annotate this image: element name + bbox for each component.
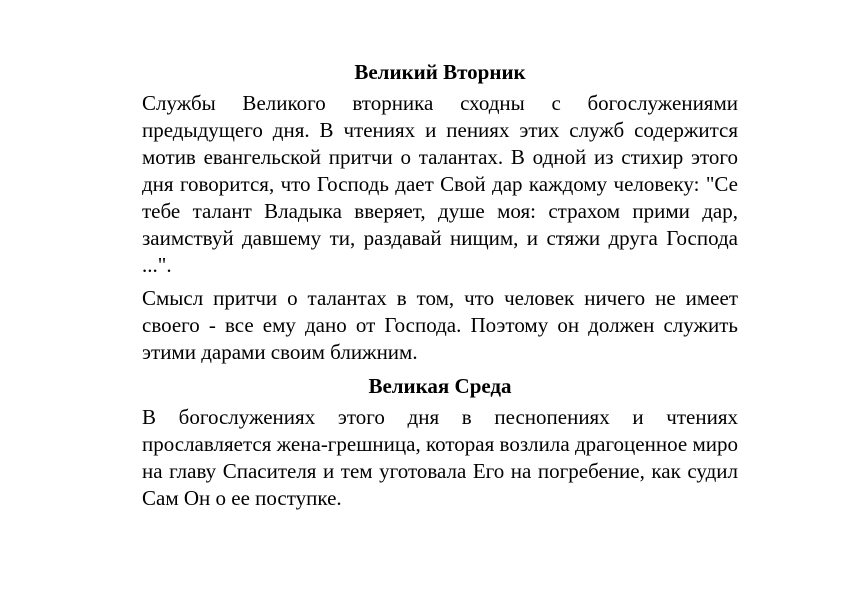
paragraph-great-tuesday-2: Смысл притчи о талантах в том, что человек ничего не имеет своего - все ему дано от Господа. Поэтому он должен служить этими дарами своим ближним. <box>142 286 738 364</box>
paragraph-great-wednesday-1: В богослужениях этого дня в песнопениях и чтениях прославляется жена-грешница, которая возлила драгоценное миро на главу Спасителя и тем уготовала Его на погребение, как судил Сам Он о ее поступке. <box>142 405 738 510</box>
paragraph-great-tuesday-1: Службы Великого вторника сходны с богослужениями предыдущего дня. В чтениях и пениях этих служб содержится мотив евангельской притчи о талантах. В одной из стихир этого дня говорится, что Господь дает Свой дар каждому человеку: "Се тебе талант Владыка вверяет, душе моя: страхом прими дар, заимствуй давшему ти, раздавай нищим, и стяжи друга Господа ...". <box>142 91 738 277</box>
section-heading-great-wednesday: Великая Среда <box>368 374 512 398</box>
section-heading-great-tuesday: Великий Вторник <box>354 60 526 84</box>
document-page <box>142 58 738 518</box>
